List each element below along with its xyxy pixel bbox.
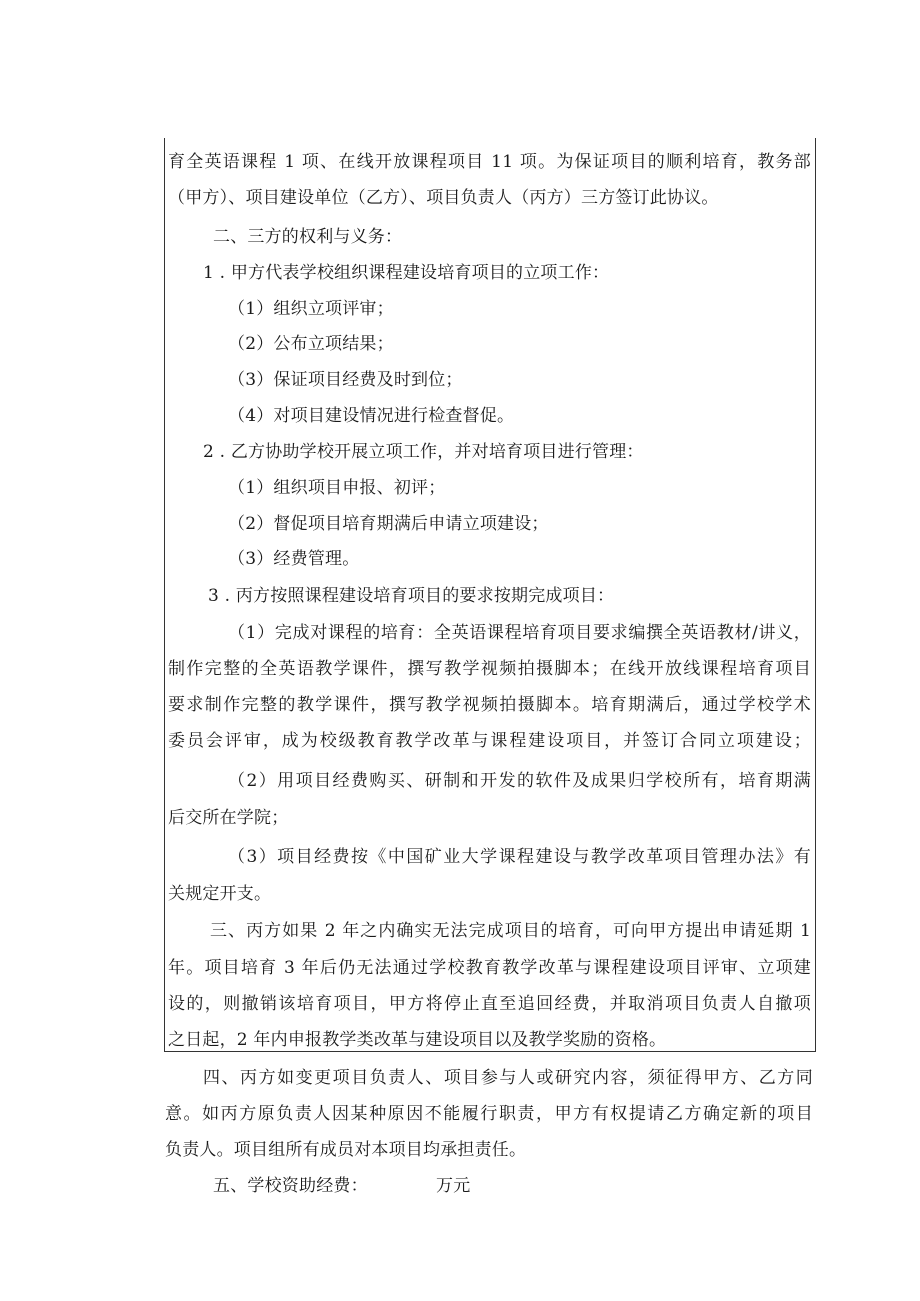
box-line: 之日起，2 年内申报教学类改革与建设项目以及教学奖励的资格。 [168,1030,667,1050]
list-item: （2）督促项目培育期满后申请立项建设； [228,514,549,534]
list-item: （1）完成对课程的培育：全英语课程培育项目要求编撰全英语教材/讲义， [228,623,811,643]
body-line: 意。如丙方原负责人因某种原因不能履行职责，甲方有权提请乙方确定新的项目 [165,1104,813,1124]
list-item: （3）保证项目经费及时到位； [228,370,463,390]
box-line: 设的，则撤销该培育项目，甲方将停止直至追回经费，并取消项目负责人自撤项 [168,994,811,1014]
box-line: 后交所在学院； [168,808,289,828]
list-item: （3）经费管理。 [228,549,360,569]
box-line: 年。项目培育 3 年后仍无法通过学校教育教学改革与课程建设项目评审、立项建 [168,958,811,978]
funding-label: 五、学校资助经费： [213,1176,368,1196]
box-line: 制作完整的全英语教学课件，撰写教学视频拍摄脚本；在线开放线课程培育项目 [168,659,811,679]
box-line: 关规定开支。 [168,884,272,904]
clause-heading: 1 . 甲方代表学校组织课程建设培育项目的立项工作： [203,263,610,283]
box-line: 委员会评审，成为校级教育教学改革与课程建设项目，并签订合同立项建设； [168,731,811,751]
list-item: （1）组织项目申报、初评； [228,478,446,498]
list-item: （4）对项目建设情况进行检查督促。 [228,406,515,426]
clause-heading: 2 . 乙方协助学校开展立项工作，并对培育项目进行管理： [203,442,644,462]
box-line: 育全英语课程 1 项、在线开放课程项目 11 项。为保证项目的顺利培育，教务部 [168,152,811,172]
section-paragraph: 三、丙方如果 2 年之内确实无法完成项目的培育，可向甲方提出申请延期 1 [210,921,811,941]
body-line: 负责人。项目组所有成员对本项目均承担责任。 [165,1140,527,1160]
list-item: （2）公布立项结果； [228,334,394,354]
funding-unit: 万元 [436,1176,471,1196]
section-heading: 二、三方的权利与义务： [213,227,403,247]
section-paragraph: 四、丙方如变更项目负责人、项目参与人或研究内容，须征得甲方、乙方同 [203,1068,813,1088]
box-line: （甲方）、项目建设单位（乙方）、项目负责人（丙方）三方签订此协议。 [168,188,719,208]
list-item: （2）用项目经费购买、研制和开发的软件及成果归学校所有，培育期满 [228,771,811,791]
list-item: （3）项目经费按《中国矿业大学课程建设与教学改革项目管理办法》有 [228,847,811,867]
box-line: 要求制作完整的教学课件，撰写教学视频拍摄脚本。培育期满后，通过学校学术 [168,695,811,715]
clause-heading: 3 . 丙方按照课程建设培育项目的要求按期完成项目： [208,586,615,606]
list-item: （1）组织立项评审； [228,299,394,319]
